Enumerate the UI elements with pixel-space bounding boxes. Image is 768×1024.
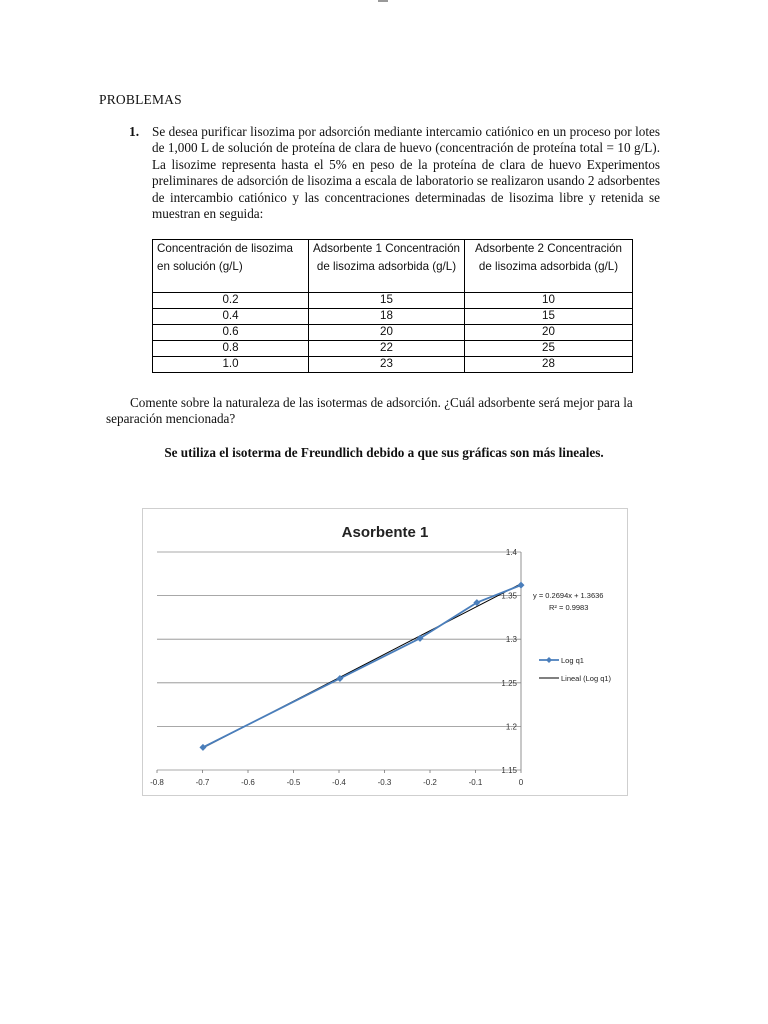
answer-statement: Se utiliza el isoterma de Freundlich debido a que sus gráficas son más lineales. [164,445,604,460]
question-comment: Comente sobre la naturaleza de las isotermas de adsorción. ¿Cuál adsorbente será mejor para la separación mencionada? [106,395,633,427]
x-tick-label: -0.4 [332,778,346,787]
r-squared: R² = 0.9983 [549,603,589,612]
table-row [153,341,633,357]
x-tick-label: 0 [518,778,524,787]
table-cell: 18 [309,309,465,325]
table-row [153,293,633,309]
trend-equation: y = 0.2694x + 1.3636 [533,591,604,600]
x-tick-label: -0.3 [377,778,392,787]
problem-number: 1. [129,124,140,139]
header-adsorbent-1: Adsorbente 1 Concentración de lisozima adsorbida (g/L) [309,240,465,293]
header-adsorbent-2: Adsorbente 2 Concentración de lisozima adsorbida (g/L) [465,240,633,293]
x-tick-label: -0.6 [241,778,255,787]
freundlich-chart [143,509,627,795]
table-cell: 10 [465,293,633,309]
table-row [153,357,633,373]
table-cell: 25 [465,341,633,357]
table-cell: 0.8 [153,341,309,357]
table-row [153,325,633,341]
table-cell: 1.0 [153,357,309,373]
y-tick-label: 1.15 [501,766,517,775]
table-header-row [153,240,633,293]
y-tick-label: 1.35 [501,591,517,601]
page-top-mark [378,0,388,2]
y-tick-label: 1.3 [505,635,517,645]
table-cell: 15 [465,309,633,325]
x-tick-label: -0.5 [286,778,301,787]
table-cell: 20 [465,325,633,341]
table-cell: 20 [309,325,465,341]
x-tick-label: -0.7 [195,778,210,787]
x-tick-label: -0.1 [468,778,483,787]
table-cell: 0.4 [153,309,309,325]
legend-label-series: Log q1 [561,656,584,665]
table-cell: 15 [309,293,465,309]
legend-label-trend: Lineal (Log q1) [561,674,612,683]
table-cell: 23 [309,357,465,373]
problem-statement: Se desea purificar lisozima por adsorción mediante intercamio catiónico en un proceso por lotes de 1,000 L de solución de proteína de clara de huevo (concentración de proteína total = 10 g/L). La lisozime representa hasta el 5% en peso de la proteína de clara de huevo Experimentos preliminares de adsorción de lisozima a escala de laboratorio se realizaron usando 2 adsorbentes de intercambio catiónico y las concentraciones determinadas de lisozima libre y retenida se muestran en seguida: [152,124,660,222]
chart-title: Asorbente 1 [341,524,429,541]
header-concentration: Concentración de lisozima en solución (g/L) [153,240,309,293]
y-tick-label: 1.4 [505,548,517,557]
data-point [199,744,206,751]
legend-marker [546,657,552,663]
table-row [153,309,633,325]
y-tick-label: 1.2 [505,722,517,732]
section-heading: PROBLEMAS [99,92,182,107]
table-cell: 28 [465,357,633,373]
data-point [518,582,525,589]
y-tick-label: 1.25 [501,678,517,688]
adsorption-data-table [152,239,633,373]
x-tick-label: -0.2 [423,778,437,787]
table-cell: 0.2 [153,293,309,309]
table-cell: 0.6 [153,325,309,341]
table-cell: 22 [309,341,465,357]
chart-frame [142,508,628,796]
x-tick-label: -0.8 [150,778,164,787]
